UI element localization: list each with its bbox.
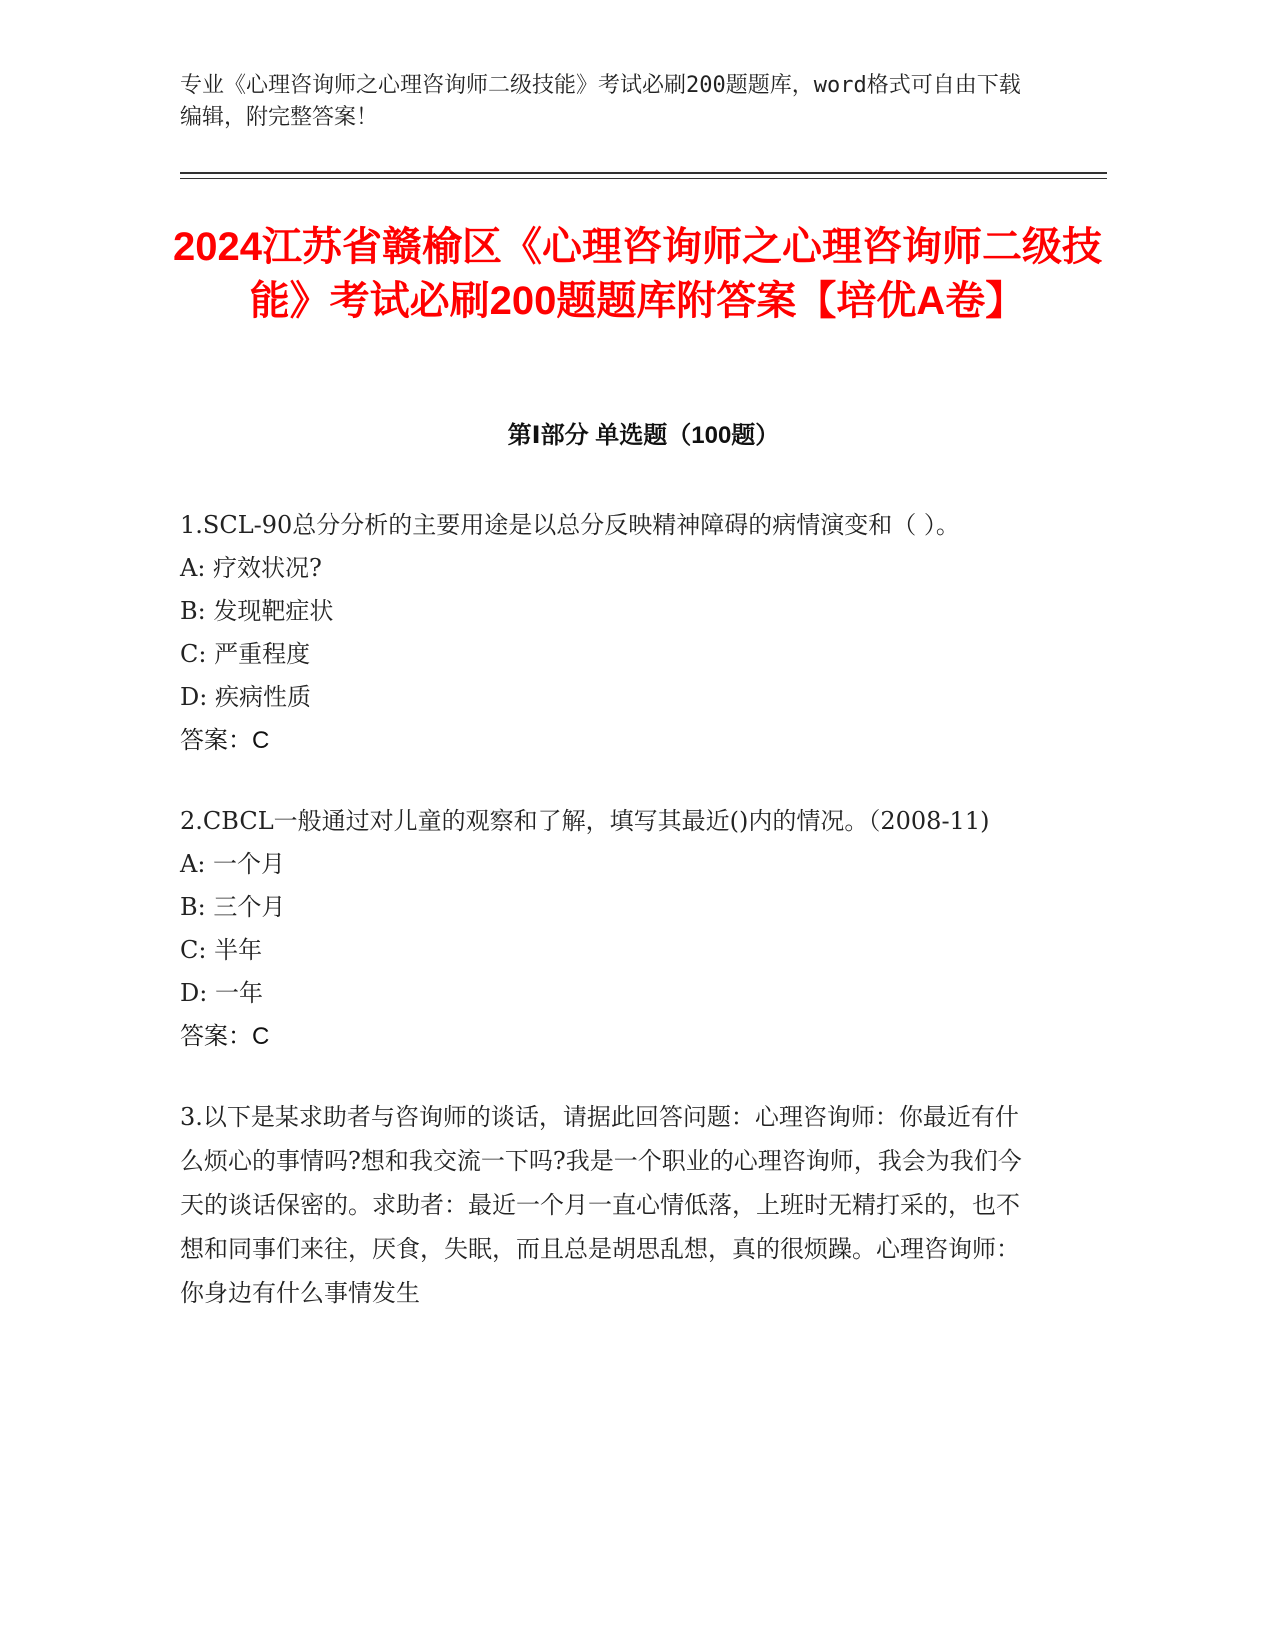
question-text: 2.CBCL一般通过对儿童的观察和了解，填写其最近()内的情况。（2008-11) (180, 807, 990, 835)
option-d: D: 疾病性质 (180, 683, 311, 711)
header-divider-thin (180, 178, 1107, 179)
option-a: A: 一个月 (180, 850, 286, 878)
question-list (180, 503, 1025, 1351)
header-divider-thick (180, 172, 1107, 174)
option-a: A: 疗效状况? (180, 554, 322, 582)
option-c: C: 严重程度 (180, 640, 311, 668)
answer-label: 答案：C (180, 1023, 270, 1050)
option-c: C: 半年 (180, 936, 263, 964)
question-3 (180, 1095, 1025, 1315)
question-1 (180, 503, 1025, 763)
option-b: B: 发现靶症状 (180, 597, 334, 625)
section-heading: 第Ⅰ部分 单选题（100题） (507, 422, 780, 449)
option-d: D: 一年 (180, 979, 263, 1007)
question-text: 3.以下是某求助者与咨询师的谈话，请据此回答问题：心理咨询师：你最近有什么烦心的事情吗?想和我交流一下吗?我是一个职业的心理咨询师，我会为我们今天的谈话保密的。求助者：最近一个月一直心情低落，上班时无精打采的，也不想和同事们来往，厌食，失眠，而且总是胡思乱想，真的很烦躁。心理咨询师：你身边有什么事情发生 (180, 1103, 1022, 1307)
question-text: 1.SCL-90总分分析的主要用途是以总分反映精神障碍的病情演变和（ ）。 (180, 511, 960, 539)
option-b: B: 三个月 (180, 893, 286, 921)
document-title: 2024江苏省赣榆区《心理咨询师之心理咨询师二级技能》考试必刷200题题库附答案【培优A卷】 (173, 225, 1102, 323)
question-2 (180, 799, 1025, 1059)
answer-label: 答案：C (180, 727, 270, 754)
header-intro: 专业《心理咨询师之心理咨询师二级技能》考试必刷200题题库，word格式可自由下载编辑，附完整答案！ (180, 73, 1021, 130)
